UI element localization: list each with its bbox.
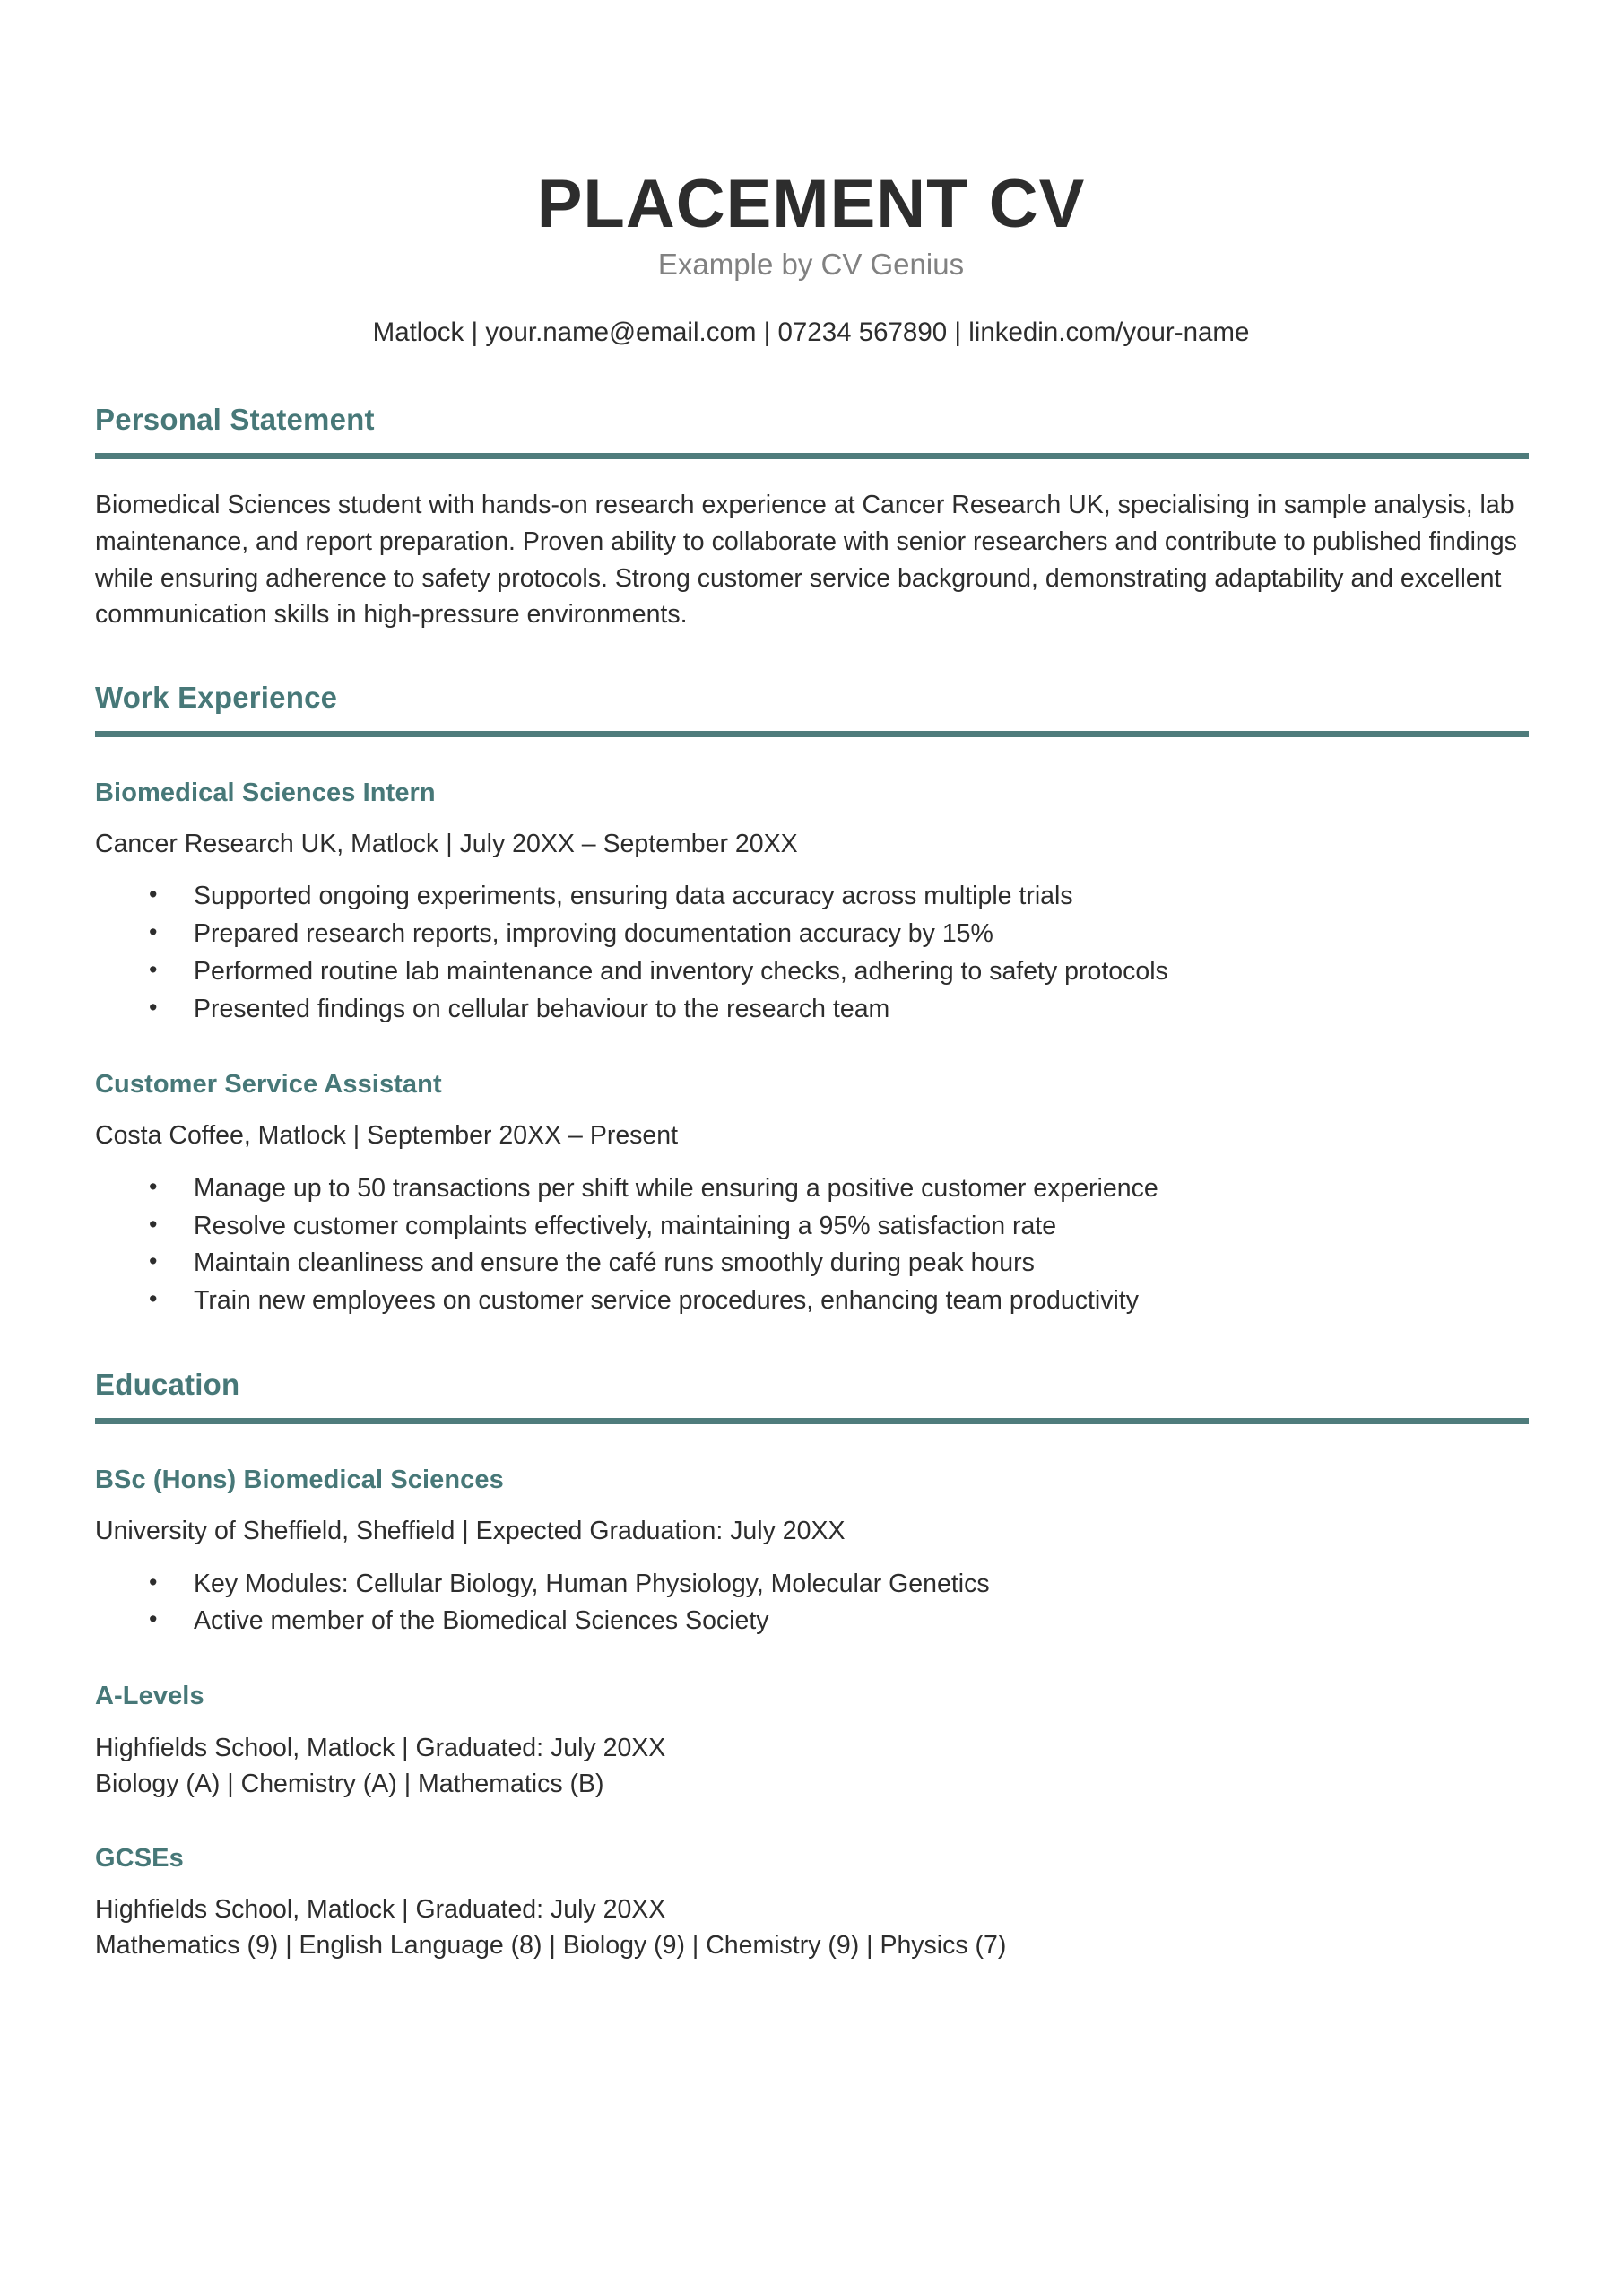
job-title: Customer Service Assistant xyxy=(95,1069,442,1099)
list-item: • Presented findings on cellular behaviour to the research team xyxy=(95,991,1529,1029)
education-meta: University of Sheffield, Sheffield | Expected Graduation: July 20XX xyxy=(95,1517,846,1546)
section-heading-education: Education xyxy=(95,1368,240,1402)
education-grades: Mathematics (9) | English Language (8) | Biology (9) | Chemistry (9) | Physics (7) xyxy=(95,1931,1007,1961)
section-personal-statement xyxy=(95,402,1529,633)
education-meta: Highfields School, Matlock | Graduated: July 20XX xyxy=(95,1733,666,1762)
page-subtitle: Example by CV Genius xyxy=(657,247,965,281)
section-work-experience xyxy=(95,680,1529,1320)
list-item: • Active member of the Biomedical Sciences Society xyxy=(95,1603,1529,1640)
page-title: PLACEMENT CV xyxy=(536,166,1086,242)
work-entry xyxy=(95,1068,1529,1320)
education-meta: Highfields School, Matlock | Graduated: July 20XX xyxy=(95,1894,666,1924)
job-bullet-list xyxy=(95,1170,1529,1321)
job-title: Biomedical Sciences Intern xyxy=(95,778,436,807)
work-entry xyxy=(95,777,1529,1029)
list-item: • Maintain cleanliness and ensure the café runs smoothly during peak hours xyxy=(95,1245,1529,1283)
job-meta: Cancer Research UK, Matlock | July 20XX – September 20XX xyxy=(95,829,798,858)
list-item: • Manage up to 50 transactions per shift while ensuring a positive customer experience xyxy=(95,1170,1529,1208)
cv-header xyxy=(0,0,1622,350)
education-title: BSc (Hons) Biomedical Sciences xyxy=(95,1465,504,1494)
spacer xyxy=(95,1320,1529,1367)
list-item: • Resolve customer complaints effectively, maintaining a 95% satisfaction rate xyxy=(95,1208,1529,1246)
list-item: • Key Modules: Cellular Biology, Human Physiology, Molecular Genetics xyxy=(95,1566,1529,1604)
cv-content xyxy=(0,402,1622,1963)
personal-statement-body: Biomedical Sciences student with hands-on research experience at Cancer Research UK, specialising in sample analysis, lab maintenance, and report preparation. Proven ability to collaborate with senior researchers and contribute to published findings while ensuring adherence to safety protocols. Strong customer service background, demonstrating adaptability and excellent communication skills in high-pressure environments. xyxy=(95,491,1517,630)
education-entry xyxy=(95,1842,1529,1964)
list-item: • Supported ongoing experiments, ensuring data accuracy across multiple trials xyxy=(95,878,1529,916)
section-education xyxy=(95,1367,1529,1963)
list-item: • Train new employees on customer service procedures, enhancing team productivity xyxy=(95,1283,1529,1320)
section-divider xyxy=(95,1418,1529,1424)
list-item: • Performed routine lab maintenance and inventory checks, adhering to safety protocols xyxy=(95,953,1529,991)
education-title: A-Levels xyxy=(95,1682,204,1711)
list-item: • Prepared research reports, improving documentation accuracy by 15% xyxy=(95,916,1529,953)
education-bullet-list xyxy=(95,1566,1529,1641)
education-grades: Biology (A) | Chemistry (A) | Mathematics (B) xyxy=(95,1770,604,1799)
job-meta: Costa Coffee, Matlock | September 20XX – Present xyxy=(95,1121,679,1151)
section-divider xyxy=(95,731,1529,737)
spacer xyxy=(95,633,1529,680)
section-divider xyxy=(95,453,1529,459)
contact-line: Matlock | your.name@email.com | 07234 567890 | linkedin.com/your-name xyxy=(372,317,1250,348)
job-bullet-list xyxy=(95,878,1529,1029)
section-heading-work-experience: Work Experience xyxy=(95,681,338,715)
education-entry xyxy=(95,1680,1529,1802)
education-entry xyxy=(95,1464,1529,1641)
section-heading-personal-statement: Personal Statement xyxy=(95,403,375,437)
education-title: GCSEs xyxy=(95,1843,184,1873)
